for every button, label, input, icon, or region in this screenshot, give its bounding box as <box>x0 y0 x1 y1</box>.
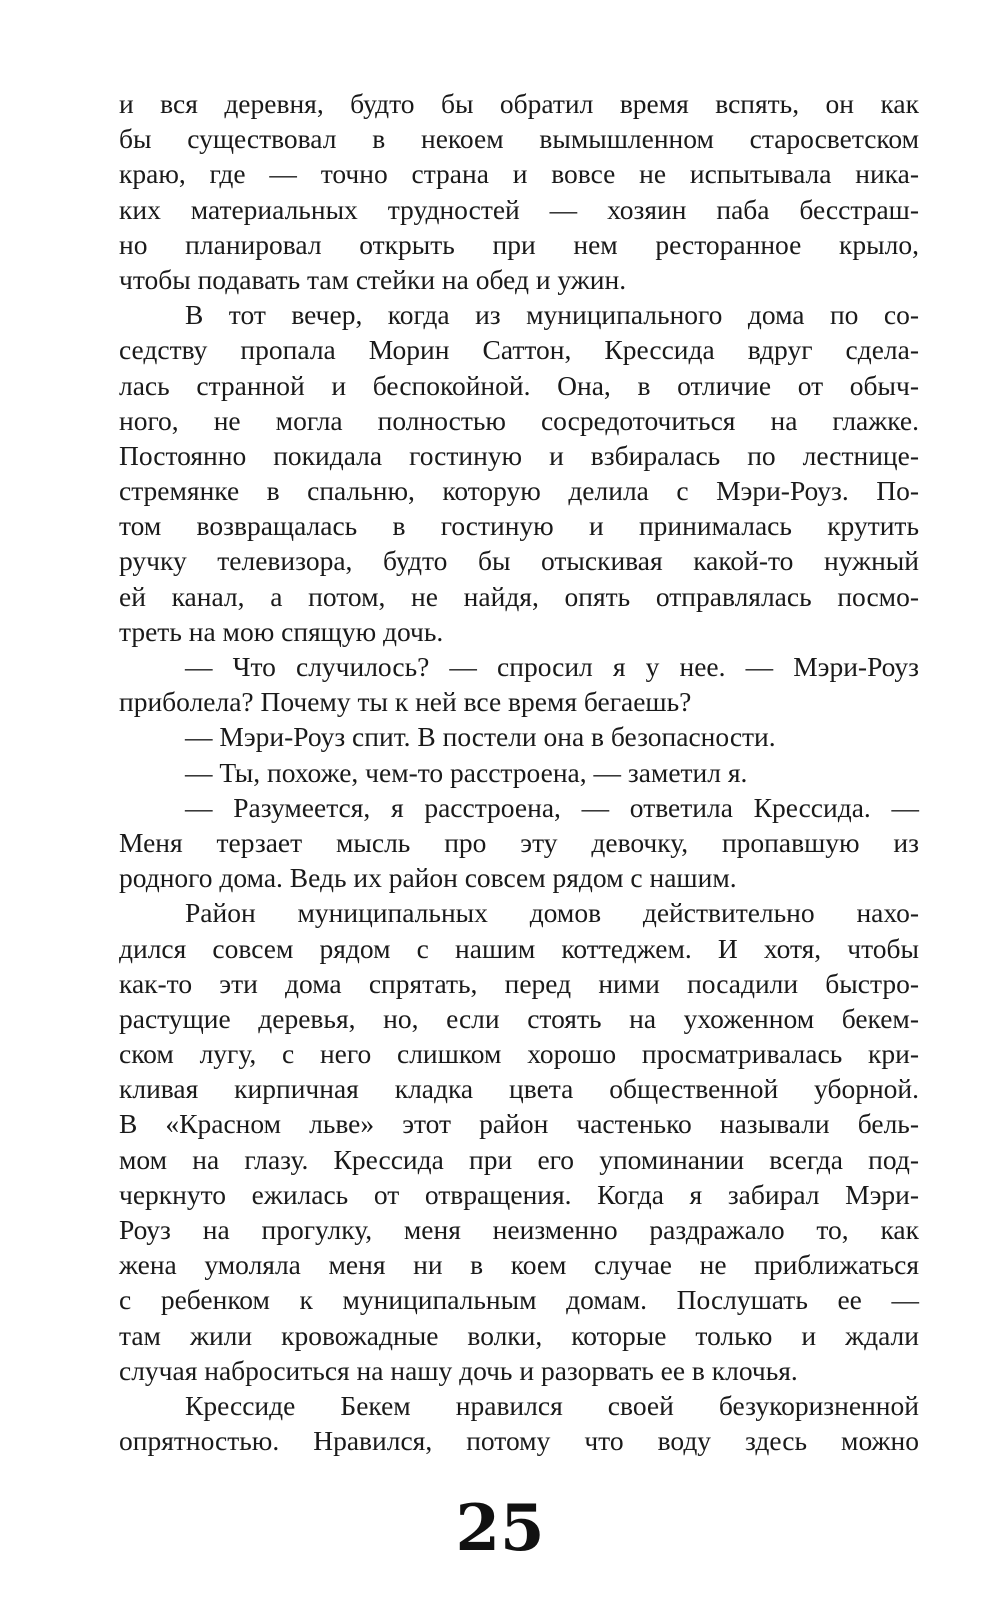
text-line: том возвращалась в гостиную и принималась крутить <box>119 510 919 542</box>
text-line: Постоянно покидала гостиную и взбиралась по лестнице- <box>119 439 919 471</box>
text-line: Роуз на прогулку, меня неизменно раздражало то, как <box>119 1214 919 1245</box>
text-line: мом на глазу. Крессида при его упоминании всегда под- <box>119 1143 919 1175</box>
text-line: Крессиде Бекем нравился своей безукоризненной <box>185 1389 919 1421</box>
text-line: — Разумеется, я расстроена, — ответила Крессида. — <box>185 791 919 823</box>
text-line: дился совсем рядом с нашим коттеджем. И хотя, чтобы <box>119 932 919 964</box>
text-line: седству пропала Морин Саттон, Крессида вдруг сдела- <box>119 334 919 366</box>
text-line: и вся деревня, будто бы обратил время вспять, он как <box>119 88 919 119</box>
text-line: ручку телевизора, будто бы отыскивая какой-то нужный <box>119 545 919 577</box>
text-line: случая наброситься на нашу дочь и разорвать ее в клочья. <box>119 1354 798 1386</box>
text-line: ких материальных трудностей — хозяин паба бесстраш- <box>119 193 919 225</box>
text-line: растущие деревья, но, если стоять на ухоженном бекем- <box>119 1002 919 1034</box>
text-line: как-то эти дома спрятать, перед ними посадили быстро- <box>119 967 919 999</box>
text-line: В тот вечер, когда из муниципального дома по со- <box>185 299 919 331</box>
text-line: кливая кирпичная кладка цвета общественной уборной. <box>119 1073 919 1105</box>
text-line: там жили кровожадные волки, которые только и ждали <box>119 1319 919 1351</box>
text-line: ском лугу, с него слишком хорошо просматривалась кри- <box>119 1038 919 1070</box>
text-line: — Ты, похоже, чем-то расстроена, — заметил я. <box>185 756 748 788</box>
text-line: Район муниципальных домов действительно нахо- <box>185 897 919 929</box>
text-line: ей канал, а потом, не найдя, опять отправлялась посмо- <box>119 580 919 612</box>
body-text <box>119 86 919 1458</box>
text-line: приболела? Почему ты к ней все время бегаешь? <box>119 686 692 718</box>
text-line: черкнуто ежилась от отвращения. Когда я забирал Мэри- <box>119 1178 919 1210</box>
text-line: краю, где — точно страна и вовсе не испытывала ника- <box>119 158 919 190</box>
text-line: — Мэри-Роуз спит. В постели она в безопасности. <box>185 721 776 753</box>
text-line: опрятностью. Нравился, потому что воду здесь можно <box>119 1425 919 1457</box>
text-line: чтобы подавать там стейки на обед и ужин. <box>119 263 627 295</box>
page-number: 25 <box>455 1491 545 1566</box>
text-line: с ребенком к муниципальным домам. Послушать ее — <box>119 1284 919 1316</box>
text-line: — Что случилось? — спросил я у нее. — Мэри-Роуз <box>185 651 919 682</box>
text-line: бы существовал в некоем вымышленном старосветском <box>119 123 919 155</box>
text-line: треть на мою спящую дочь. <box>119 615 444 647</box>
text-line: родного дома. Ведь их район совсем рядом с нашим. <box>119 862 737 894</box>
text-line: лась странной и беспокойной. Она, в отличие от обыч- <box>119 369 919 401</box>
text-line: жена умоляла меня ни в коем случае не приближаться <box>119 1249 919 1281</box>
text-line: но планировал открыть при нем ресторанное крыло, <box>119 228 919 260</box>
text-line: ного, не могла полностью сосредоточиться на глажке. <box>119 404 919 436</box>
text-line: В «Красном льве» этот район частенько называли бель- <box>119 1108 919 1140</box>
text-line: стремянке в спальню, которую делила с Мэри-Роуз. По- <box>119 475 919 507</box>
text-line: Меня терзает мысль про эту девочку, пропавшую из <box>119 826 919 858</box>
